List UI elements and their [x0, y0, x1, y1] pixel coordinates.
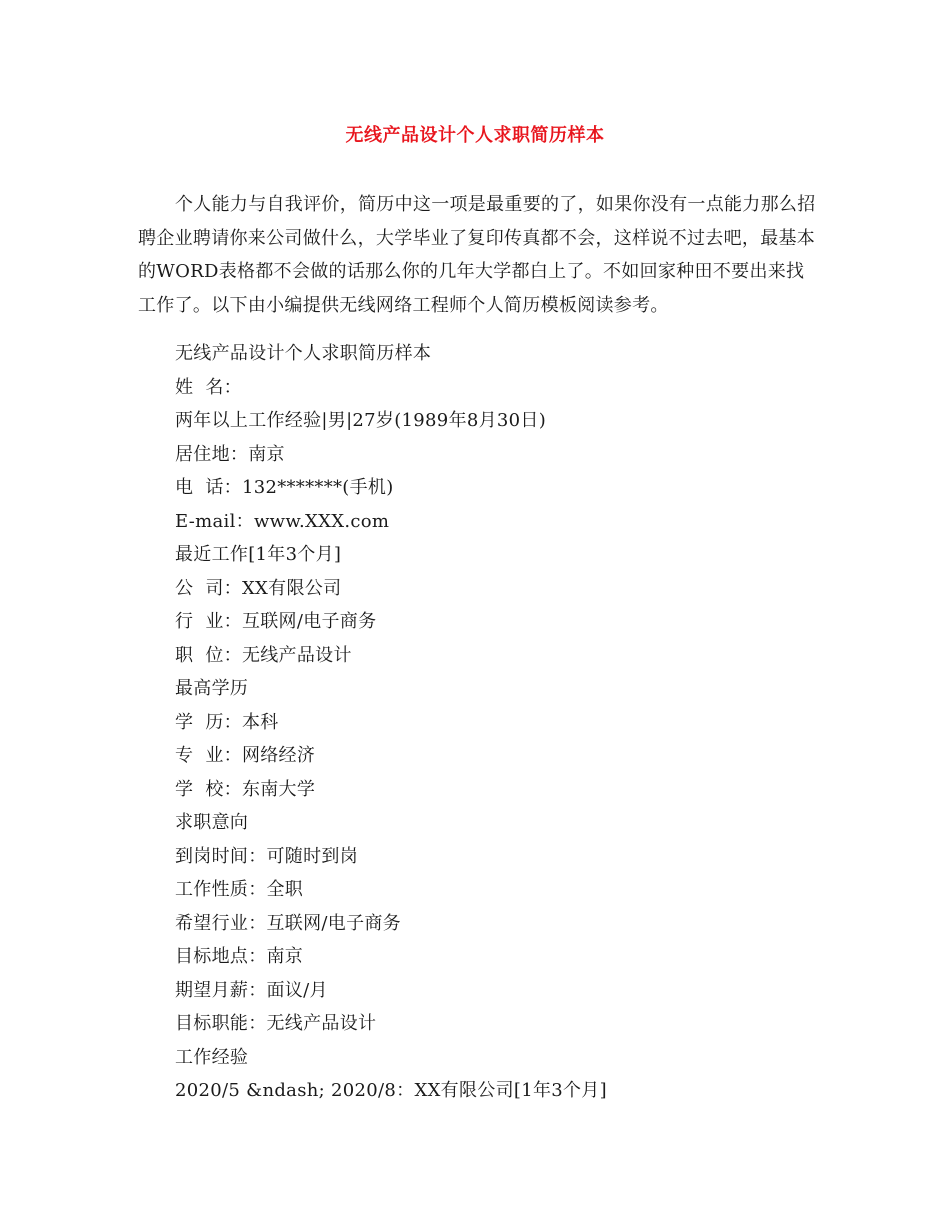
resume-line-email: E-mail：www.XXX.com [175, 510, 390, 532]
resume-line-residence: 居住地：南京 [175, 443, 285, 465]
resume-line-salary: 期望月薪：面议/月 [175, 979, 328, 1001]
resume-line-heading: 无线产品设计个人求职简历样本 [175, 343, 432, 364]
resume-line-school: 学 校：东南大学 [175, 778, 316, 800]
section-work-experience: 工作经验 [175, 1046, 249, 1068]
document-title: 无线产品设计个人求职简历样本 [345, 125, 605, 146]
resume-line-industry: 行 业：互联网/电子商务 [175, 611, 377, 632]
section-education: 最高学历 [175, 678, 249, 699]
section-recent-job: 最近工作[1年3个月] [175, 544, 342, 565]
resume-line-position: 职 位：无线产品设计 [175, 644, 352, 666]
resume-line-job-type: 工作性质：全职 [175, 879, 304, 900]
resume-line-degree: 学 历：本科 [175, 711, 279, 733]
resume-line-name: 姓 名： [175, 376, 242, 398]
resume-line-company: 公 司：XX有限公司 [175, 577, 342, 599]
resume-line-major: 专 业：网络经济 [175, 745, 316, 766]
resume-lines [175, 337, 607, 1108]
resume-line-target-location: 目标地点：南京 [175, 946, 304, 967]
intro-paragraph: 个人能力与自我评价，简历中这一项是最重要的了，如果你没有一点能力那么招聘企业聘请你来公司做什么，大学毕业了复印传真都不会，这样说不过去吧，最基本的WORD表格都不会做的话那么你的几年大学都白上了。不如回家种田不要出来找工作了。以下由小编提供无线网络工程师个人简历模板阅读参考。 [138, 194, 816, 316]
resume-line-experience-entry: 2020/5 &ndash; 2020/8：XX有限公司[1年3个月] [175, 1080, 607, 1101]
resume-line-target-role: 目标职能：无线产品设计 [175, 1013, 377, 1034]
resume-line-desired-industry: 希望行业：互联网/电子商务 [175, 912, 401, 934]
resume-line-phone: 电 话：132*******(手机) [175, 477, 394, 498]
section-job-intent: 求职意向 [175, 812, 249, 833]
resume-line-summary: 两年以上工作经验|男|27岁(1989年8月30日) [175, 410, 547, 431]
resume-line-start-time: 到岗时间：可随时到岗 [175, 845, 358, 867]
